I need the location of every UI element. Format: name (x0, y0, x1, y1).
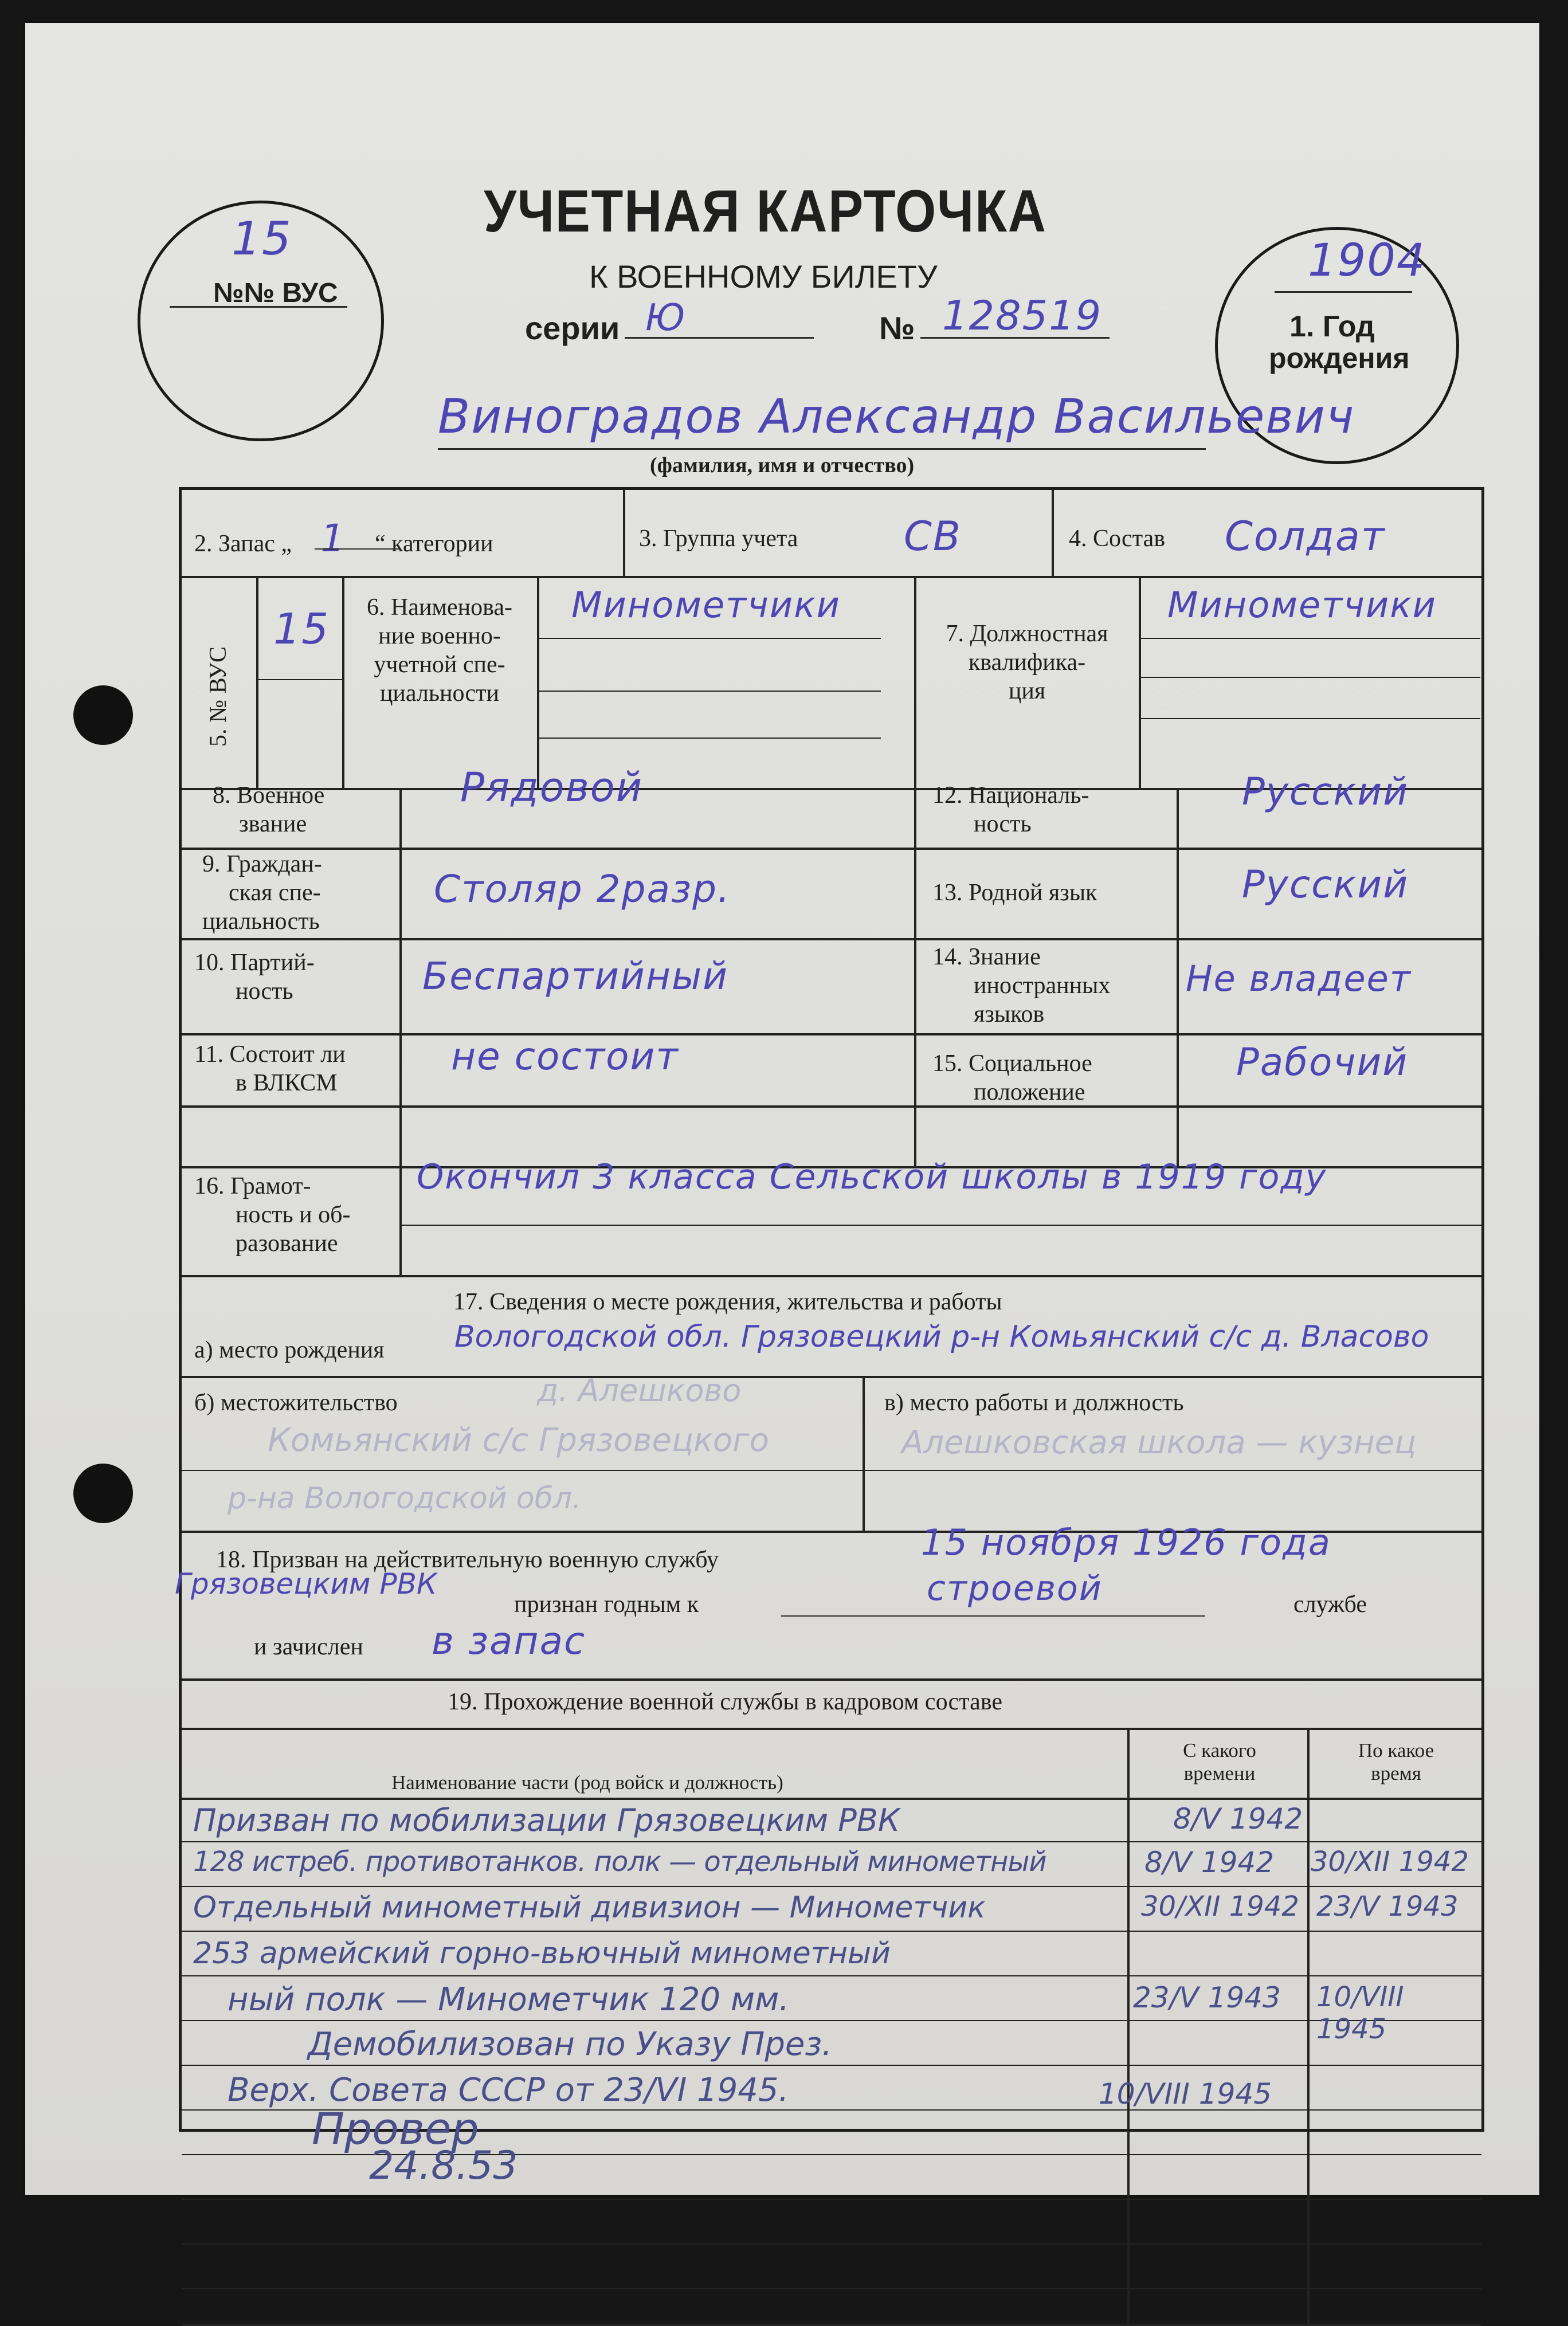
residence-line1: д. Алешково (537, 1372, 742, 1409)
service-row-2-from: 8/V 1942 (1144, 1846, 1275, 1879)
education-label: 16. Грамот- ность и об- разование (194, 1173, 351, 1257)
section19-title: 19. Прохождение военной службы в кадровом составе (448, 1689, 1002, 1715)
service-row-5-to: 10/VIII 1945 (1316, 1981, 1404, 2045)
birth-year-value: 1904 (1308, 235, 1426, 287)
residence-label: б) местожительство (194, 1390, 398, 1416)
vus-field-value: 15 (273, 605, 330, 654)
foreign-languages-label: 14. Знание иностранных языков (932, 944, 1111, 1027)
card-subtitle: К ВОЕННОМУ БИЛЕТУ (589, 258, 938, 295)
civil-specialty-label: 9. Граждан- ская спе- циальность (202, 851, 322, 935)
fit-label: признан годным к (514, 1591, 699, 1618)
work-label: в) место работы и должность (884, 1390, 1184, 1416)
service-row-1-unit: Призван по мобилизации Грязовецким РВК (193, 1802, 900, 1838)
record-card (25, 23, 1539, 2195)
number-label: № (879, 310, 915, 346)
enrolled-value: в запас (432, 1619, 586, 1663)
full-name-value: Виноградов Александр Васильевич (438, 390, 1355, 444)
qualification-label: 7. Должностная квалифика- ция (946, 621, 1108, 704)
komsomol-label: 11. Состоит ли в ВЛКСМ (194, 1041, 346, 1096)
specialty-label: 6. Наименова- ние военно- учетной спе- циальности (366, 594, 513, 707)
nationality-label: 12. Националь- ность (932, 782, 1089, 837)
rvk-value: Грязовецким РВК (175, 1567, 437, 1601)
service-row-3-unit: Отдельный минометный дивизион — Минометчик (193, 1890, 986, 1925)
qualification-value: Минометчики (1167, 584, 1437, 626)
series-label: серии (525, 310, 620, 346)
social-status-value: Рабочий (1236, 1040, 1409, 1084)
party-value: Беспартийный (422, 954, 729, 998)
reserve-suffix: “ категории (375, 531, 493, 557)
punch-hole-top (73, 685, 133, 745)
called-up-value: 15 ноября 1926 года (921, 1521, 1331, 1563)
check-note-line1: Провер (312, 2103, 479, 2154)
form-grid (175, 487, 1484, 2132)
full-name-caption: (фамилия, имя и отчество) (650, 453, 915, 477)
service-row-6-unit: Демобилизован по Указу През. (308, 2026, 832, 2063)
rank-value: Рядовой (460, 764, 644, 811)
col-to-header: По какое время (1358, 1739, 1434, 1784)
service-row-3-to: 23/V 1943 (1316, 1890, 1459, 1923)
series-value: Ю (645, 297, 687, 339)
called-up-label: 18. Призван на действительную военную службу (216, 1547, 719, 1573)
service-row-2-to: 30/XII 1942 (1311, 1846, 1469, 1878)
foreign-languages-value: Не владеет (1186, 958, 1412, 999)
party-label: 10. Партий- ность (194, 950, 315, 1005)
specialty-value: Минометчики (571, 584, 841, 626)
number-value: 128519 (942, 292, 1103, 339)
service-row-5-unit: ный полк — Минометчик 120 мм. (228, 1981, 790, 2018)
check-note-line2: 24.8.53 (369, 2143, 518, 2188)
vus-circle-value: 15 (232, 212, 292, 265)
vus-field-label: 5. № ВУС (205, 646, 232, 747)
section17-title: 17. Сведения о месте рождения, жительства и работы (453, 1289, 1002, 1315)
birthplace-value: Вологодской обл. Грязовецкий р-н Комьянский с/с д. Власово (454, 1320, 1429, 1354)
service-row-1-from: 8/V 1942 (1173, 1802, 1303, 1835)
native-language-label: 13. Родной язык (932, 880, 1097, 906)
social-status-label: 15. Социальное положение (932, 1050, 1092, 1105)
reserve-label: 2. Запас „ (194, 531, 292, 557)
birthplace-label: а) место рождения (194, 1337, 385, 1363)
reserve-value: 1 (320, 516, 346, 560)
service-row-7-from: 10/VIII 1945 (1099, 2077, 1272, 2111)
native-language-value: Русский (1242, 862, 1409, 907)
komsomol-value: не состоит (451, 1034, 679, 1078)
nationality-value: Русский (1242, 770, 1409, 814)
service-row-3-from: 30/XII 1942 (1141, 1890, 1299, 1923)
card-title: УЧЕТНАЯ КАРТОЧКА (484, 178, 1047, 245)
enrolled-label: и зачислен (254, 1634, 363, 1660)
group-value: СВ (904, 513, 962, 560)
birth-year-label-1: 1. Год (1289, 310, 1375, 343)
birth-year-label-2: рождения (1269, 342, 1410, 374)
col-from-header: С какого времени (1183, 1739, 1256, 1784)
punch-hole-bottom (73, 1464, 133, 1523)
service-word: службе (1293, 1591, 1367, 1618)
composition-value: Солдат (1225, 513, 1386, 560)
composition-label: 4. Состав (1069, 525, 1166, 552)
residence-line3: р-на Вологодской обл. (228, 1481, 582, 1516)
service-row-7-unit: Верх. Совета СССР от 23/VI 1945. (228, 2072, 789, 2109)
vus-circle-label: №№ ВУС (213, 278, 338, 308)
fit-value: строевой (927, 1568, 1103, 1609)
service-row-4-unit: 253 армейский горно-вьючный минометный (193, 1936, 891, 1971)
rank-label: 8. Военное звание (213, 782, 325, 837)
service-row-5-from: 23/V 1943 (1133, 1981, 1281, 2014)
residence-line2: Комьянский с/с Грязовецкого (268, 1422, 769, 1459)
col-unit-header: Наименование части (род войск и должность) (391, 1771, 783, 1794)
service-row-2-unit: 128 истреб. противотанков. полк — отдельный минометный (193, 1846, 1046, 1878)
civil-specialty-value: Столяр 2разр. (434, 867, 731, 911)
work-value: Алешковская школа — кузнец (901, 1424, 1417, 1461)
education-value: Окончил 3 класса Сельской школы в 1919 году (417, 1157, 1327, 1197)
group-label: 3. Группа учета (639, 525, 798, 552)
